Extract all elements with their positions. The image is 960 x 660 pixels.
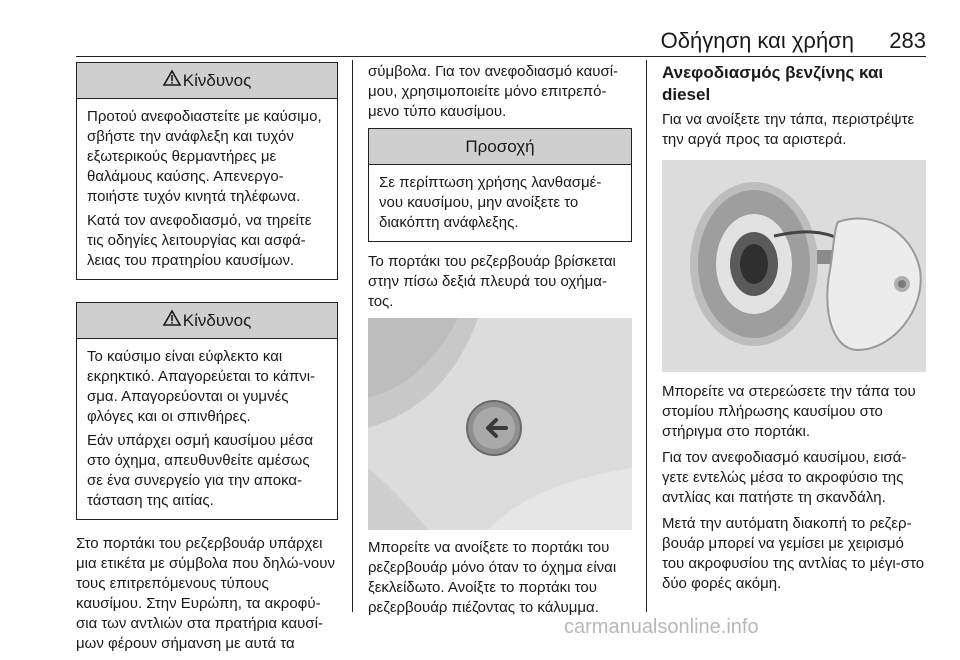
column-2: [368, 62, 632, 624]
danger-box-2-text-1: Το καύσιμο είναι εύφλεκτο και εκρηκτικό. Απαγορεύεται το κάπνι‐σμα. Απαγορεύονται οι γυμνές φλόγες και οι σπινθήρες.: [87, 348, 316, 425]
cap-holder-paragraph: Μπορείτε να στερεώσετε την τάπα του στομίου πλήρωσης καυσίμου στο στήριγμα στο πορτάκι.: [662, 383, 916, 440]
section-heading: Ανεφοδιασμός βενζίνης και diesel: [662, 63, 884, 104]
column-1: [76, 62, 338, 660]
danger-box-1-text-1: Προτού ανεφοδιαστείτε με καύσιμο, σβήστε την ανάφλεξη και τυχόν εξωτερικούς θερμαντήρες με θαλάμους καύσης. Απενεργο‐ποιήστε τυχόν κινητά τηλέφωνα.: [87, 108, 322, 205]
caution-box-header: [369, 129, 631, 165]
page-title: Οδήγηση και χρήση: [660, 28, 854, 53]
top-up-paragraph: Μετά την αυτόματη διακοπή το ρεζερ‐βουάρ μπορεί να γεμίσει με χειρισμό του ακροφυσίου της αντλίας το μέγι‐στο δύο φορές ακόμη.: [662, 515, 925, 592]
column-divider-2: [646, 60, 647, 612]
open-fuel-door-paragraph: Μπορείτε να ανοίξετε το πορτάκι του ρεζερβουάρ μόνο όταν το όχημα είναι ξεκλείδωτο. Ανοίξτε το πορτάκι του ρεζερβουάρ πιέζοντας το κάλυμμα.: [368, 539, 617, 616]
fuel-door-location-paragraph: Το πορτάκι του ρεζερβουάρ βρίσκεται στην πίσω δεξιά πλευρά του οχήμα‐τος.: [368, 253, 616, 310]
warning-triangle-icon: [163, 310, 181, 331]
fuel-door-illustration: [368, 318, 632, 530]
danger-box-2-text-2: Εάν υπάρχει οσμή καυσίμου μέσα στο όχημα, απευθυνθείτε αμέσως σε ένα συνεργείο για την αποκα‐τάσταση της αιτίας.: [87, 432, 314, 509]
danger-box-2-header: [77, 303, 337, 339]
danger-box-1-title: Κίνδυνος: [182, 70, 252, 90]
danger-box-2: [76, 302, 338, 520]
danger-box-1-header: [77, 63, 337, 99]
warning-triangle-icon: [163, 70, 181, 91]
header-rule: [76, 56, 926, 57]
danger-box-1-text-2: Κατά τον ανεφοδιασμό, να τηρείτε τις οδηγίες λειτουργίας και ασφά‐λειας του πρατηρίου καυσίμων.: [87, 212, 312, 269]
column-3: [662, 62, 928, 600]
watermark: carmanualsonline.info: [564, 616, 759, 638]
open-cap-paragraph: Για να ανοίξετε την τάπα, περιστρέψτε την αργά προς τα αριστερά.: [662, 111, 915, 148]
page-number: 283: [889, 28, 926, 53]
insert-nozzle-paragraph: Για τον ανεφοδιασμό καυσίμου, εισά‐γετε εντελώς μέσα το ακροφύσιο της αντλίας και πατήστε τη σκανδάλη.: [662, 449, 907, 506]
fuel-type-paragraph: σύμβολα. Για τον ανεφοδιασμό καυσί‐μου, χρησιμοποιείτε μόνο επιτρεπό‐μενο τύπο καυσίμου.: [368, 63, 619, 120]
caution-box-title: Προσοχή: [465, 136, 535, 156]
danger-box-2-title: Κίνδυνος: [182, 310, 252, 330]
fuel-cap-illustration: [662, 160, 926, 372]
fuel-label-paragraph: Στο πορτάκι του ρεζερβουάρ υπάρχει μια ετικέτα με σύμβολα που δηλώ‐νουν τους επιτρεπόμενους τύπους καυσίμου. Στην Ευρώπη, τα ακροφύ‐σια των αντλιών στα πρατήρια καυσί‐μων φέρουν σήμανση με αυτά τα: [76, 535, 335, 652]
caution-box: [368, 128, 632, 242]
page-header: [640, 26, 926, 56]
column-divider-1: [352, 60, 353, 612]
caution-box-text: Σε περίπτωση χρήσης λανθασμέ‐νου καυσίμου, μην ανοίξετε το διακόπτη ανάφλεξης.: [379, 174, 602, 231]
danger-box-1: [76, 62, 338, 280]
